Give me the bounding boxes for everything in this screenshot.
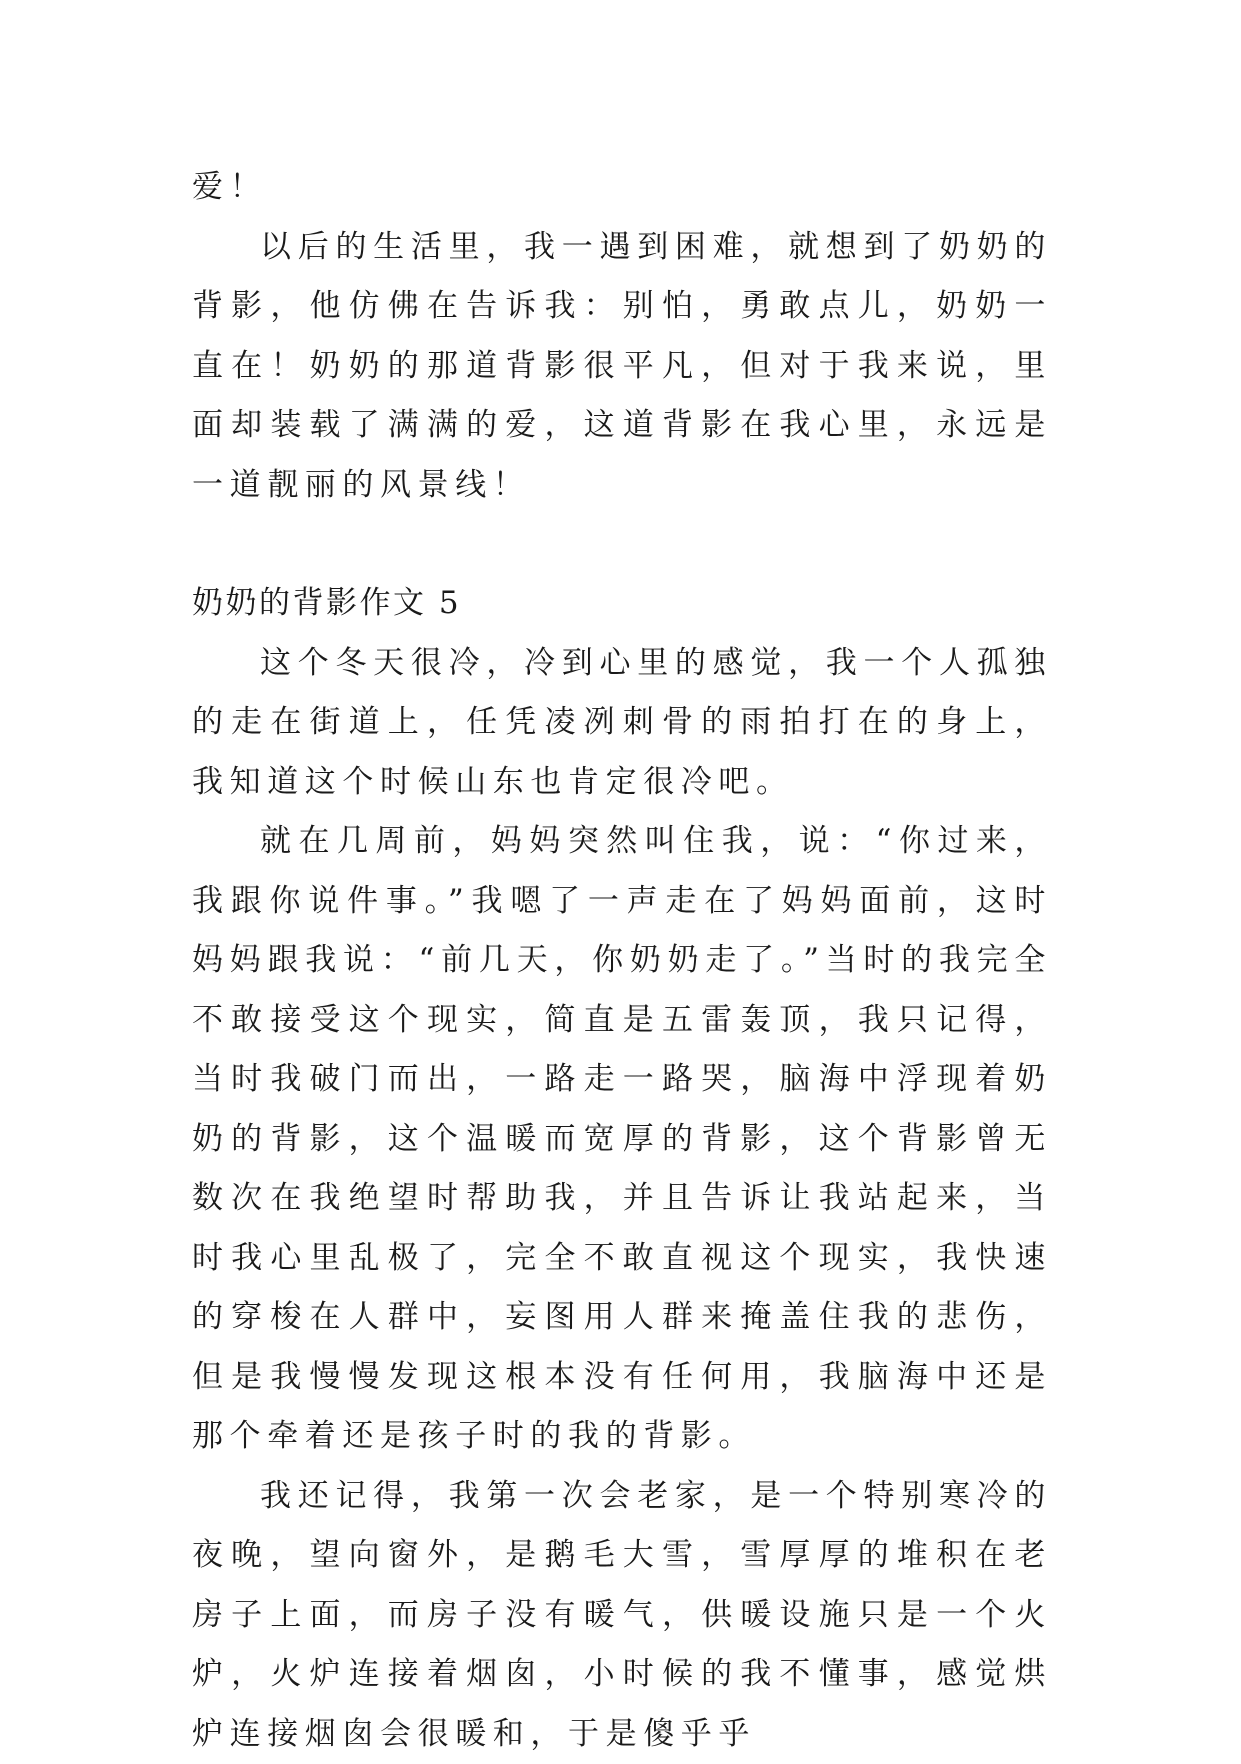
paragraph-after-love: 以后的生活里，我一遇到困难，就想到了奶奶的背影，他仿佛在告诉我：别怕，勇敢点儿，奶奶一直在！奶奶的那道背影很平凡，但对于我来说，里面却装载了满满的爱，这道背影在我心里，永远是一道靓丽的风景线！ <box>192 218 1052 516</box>
paragraph-1: 这个冬天很冷，冷到心里的感觉，我一个人孤独的走在街道上，任凭凌冽刺骨的雨拍打在的身上，我知道这个时候山东也肯定很冷吧。 <box>192 634 1052 813</box>
section-title: 奶奶的背影作文 5 <box>192 574 1052 634</box>
paragraph-3: 我还记得，我第一次会老家，是一个特别寒冷的夜晚，望向窗外，是鹅毛大雪，雪厚厚的堆积在老房子上面，而房子没有暖气，供暖设施只是一个火炉，火炉连接着烟囱，小时候的我不懂事，感觉烘炉连接烟囱会很暖和，于是傻乎乎 <box>192 1467 1052 1764</box>
section-gap <box>192 515 1052 574</box>
continuation-text: 爱！ <box>192 158 1052 218</box>
paragraph-2: 就在几周前，妈妈突然叫住我，说：“你过来，我跟你说件事。”我嗯了一声走在了妈妈面前，这时妈妈跟我说：“前几天，你奶奶走了。”当时的我完全不敢接受这个现实，简直是五雷轰顶，我只记得，当时我破门而出，一路走一路哭，脑海中浮现着奶奶的背影，这个温暖而宽厚的背影，这个背影曾无数次在我绝望时帮助我，并且告诉让我站起来，当时我心里乱极了，完全不敢直视这个现实，我快速的穿梭在人群中，妄图用人群来掩盖住我的悲伤，但是我慢慢发现这根本没有任何用，我脑海中还是那个牵着还是孩子时的我的背影。 <box>192 812 1052 1467</box>
document-page <box>192 158 1052 1764</box>
